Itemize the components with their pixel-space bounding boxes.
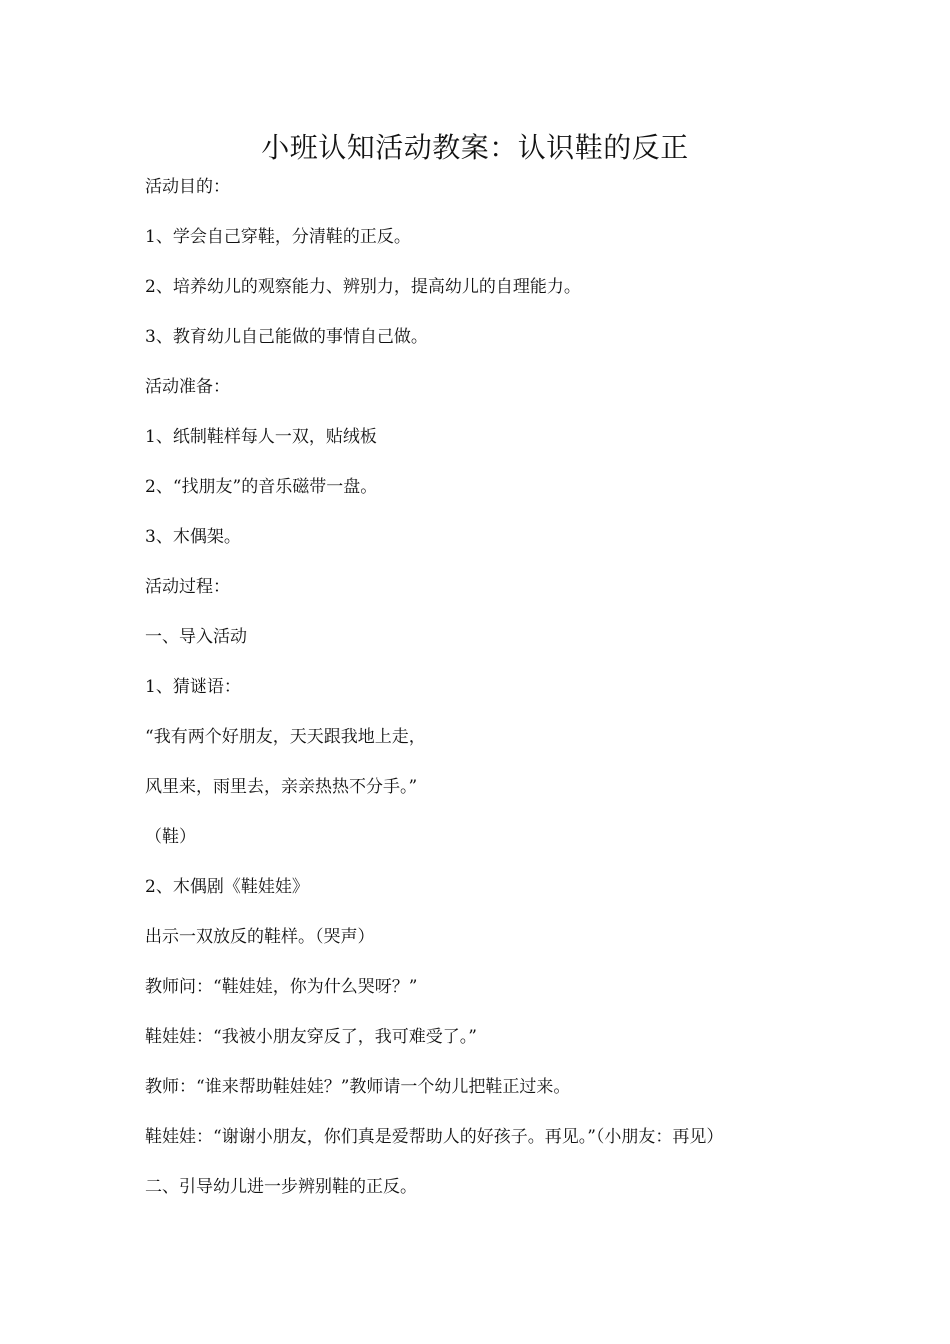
paragraph-goal-1: 1、学会自己穿鞋，分清鞋的正反。 bbox=[145, 227, 411, 247]
paragraph-puppet-show-1: 出示一双放反的鞋样。（哭声） bbox=[145, 927, 375, 947]
paragraph-section-1-heading: 一、导入活动 bbox=[145, 627, 247, 647]
document-title: 小班认知活动教案：认识鞋的反正 bbox=[261, 131, 689, 164]
paragraph-riddle-line-1: “我有两个好朋友，天天跟我地上走， bbox=[145, 727, 426, 747]
paragraph-goal-3: 3、教育幼儿自己能做的事情自己做。 bbox=[145, 327, 428, 347]
paragraph-process-heading: 活动过程： bbox=[145, 577, 230, 597]
paragraph-preparation-2: 2、“找朋友”的音乐磁带一盘。 bbox=[145, 477, 378, 497]
paragraph-section-2-heading: 二、引导幼儿进一步辨别鞋的正反。 bbox=[145, 1177, 417, 1197]
paragraph-activity-goals-heading: 活动目的： bbox=[145, 177, 230, 197]
paragraph-riddle-heading: 1、猜谜语： bbox=[145, 677, 241, 697]
paragraph-preparation-1: 1、纸制鞋样每人一双，贴绒板 bbox=[145, 427, 377, 447]
paragraph-puppet-show-2: 教师问：“鞋娃娃，你为什么哭呀？” bbox=[145, 977, 418, 997]
paragraph-puppet-show-5: 鞋娃娃：“谢谢小朋友，你们真是爱帮助人的好孩子。再见。”（小朋友：再见） bbox=[145, 1127, 724, 1147]
paragraph-preparation-heading: 活动准备： bbox=[145, 377, 230, 397]
paragraph-puppet-show-3: 鞋娃娃：“我被小朋友穿反了，我可难受了。” bbox=[145, 1027, 477, 1047]
paragraph-puppet-show-heading: 2、木偶剧《鞋娃娃》 bbox=[145, 877, 309, 897]
paragraph-riddle-answer: （鞋） bbox=[145, 827, 196, 847]
paragraph-puppet-show-4: 教师：“谁来帮助鞋娃娃？”教师请一个幼儿把鞋正过来。 bbox=[145, 1077, 571, 1097]
paragraph-preparation-3: 3、木偶架。 bbox=[145, 527, 241, 547]
paragraph-goal-2: 2、培养幼儿的观察能力、辨别力，提高幼儿的自理能力。 bbox=[145, 277, 581, 297]
paragraph-riddle-line-2: 风里来，雨里去，亲亲热热不分手。” bbox=[145, 777, 418, 797]
